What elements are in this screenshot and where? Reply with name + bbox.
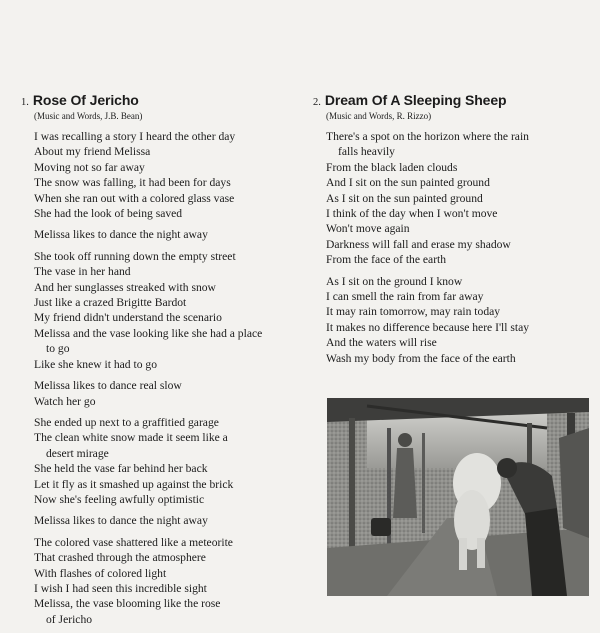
lyric-line: Now she's feeling awfully optimistic [34, 492, 205, 506]
stanza [34, 227, 306, 242]
song-2-number: 2. [313, 97, 321, 108]
lyric-line: As I sit on the ground I know [326, 274, 463, 288]
lyric-line: I was recalling a story I heard the other day [34, 130, 236, 143]
lyric-line: From the black laden clouds [326, 160, 458, 174]
lyric-line: of Jericho [46, 612, 93, 626]
lyric-line: Let it fly as it smashed up against the brick [34, 477, 234, 491]
lyric-line: Melissa, the vase blooming like the rose [34, 597, 221, 611]
song-1-lyrics [34, 129, 306, 627]
stanza [326, 129, 595, 268]
lyric-line: Watch her go [34, 394, 96, 408]
lyric-line: The vase in her hand [34, 265, 131, 279]
lyric-line: desert mirage [46, 446, 109, 460]
lyric-line: About my friend Melissa [34, 145, 151, 159]
lyric-line: The clean white snow made it seem like a [34, 431, 228, 445]
lyric-line: to go [46, 342, 70, 356]
stanza [34, 378, 306, 409]
song-2-title: Dream Of A Sleeping Sheep [324, 92, 507, 108]
stanza [34, 535, 306, 627]
lyric-line: The snow was falling, it had been for days [34, 176, 231, 190]
song-1-heading [21, 92, 306, 108]
lyric-line: She took off running down the empty street [34, 249, 236, 263]
lyric-line: It may rain tomorrow, may rain today [326, 305, 501, 319]
lyric-line: Melissa likes to dance the night away [34, 514, 208, 528]
song-2 [313, 92, 595, 372]
lyric-line: Just like a crazed Brigitte Bardot [34, 296, 187, 310]
lyric-line: falls heavily [338, 145, 395, 159]
lyric-line: I wish I had seen this incredible sight [34, 581, 207, 595]
lyric-line: And her sunglasses streaked with snow [34, 280, 216, 294]
song-2-lyrics [326, 129, 595, 366]
lyric-line: I can smell the rain from far away [326, 290, 484, 304]
song-2-credit: (Music and Words, R. Rizzo) [326, 111, 432, 121]
song-1 [21, 92, 306, 633]
lyric-line: She had the look of being saved [34, 207, 183, 221]
lyric-line: She ended up next to a graffitied garage [34, 415, 219, 429]
lyric-line: It makes no difference because here I'll stay [326, 320, 530, 334]
song-1-title: Rose Of Jericho [32, 92, 139, 108]
stanza [34, 415, 306, 507]
lyric-line: Melissa likes to dance real slow [34, 379, 182, 393]
stanza [34, 249, 306, 372]
lyric-line: She held the vase far behind her back [34, 462, 208, 476]
lyric-line: Melissa likes to dance the night away [34, 228, 208, 242]
lyric-line: Moving not so far away [34, 160, 145, 174]
stanza [326, 274, 595, 366]
photo-livestock-barn [327, 398, 589, 596]
lyric-line: Wash my body from the face of the earth [326, 351, 516, 365]
lyric-line: With flashes of colored light [34, 566, 167, 580]
lyric-line: That crashed through the atmosphere [34, 551, 206, 565]
lyric-line: I think of the day when I won't move [326, 207, 498, 221]
lyric-line: And the waters will rise [326, 336, 437, 350]
lyric-line: There's a spot on the horizon where the rain [326, 130, 529, 143]
song-1-number: 1. [21, 97, 29, 108]
lyric-line: Darkness will fall and erase my shadow [326, 237, 511, 251]
lyric-line: My friend didn't understand the scenario [34, 311, 222, 325]
lyric-line: Melissa and the vase looking like she had a place [34, 326, 263, 340]
lyric-line: And I sit on the sun painted ground [326, 176, 490, 190]
lyric-line: Won't move again [326, 222, 410, 236]
lyric-line: When she ran out with a colored glass vase [34, 191, 235, 205]
lyric-line: From the face of the earth [326, 253, 447, 267]
song-2-heading [313, 92, 595, 108]
song-1-credit: (Music and Words, J.B. Bean) [34, 111, 143, 121]
stanza [34, 129, 306, 221]
lyric-line: Like she knew it had to go [34, 357, 157, 371]
lyric-line: As I sit on the sun painted ground [326, 191, 483, 205]
stanza [34, 513, 306, 528]
lyric-line: The colored vase shattered like a meteorite [34, 535, 233, 549]
